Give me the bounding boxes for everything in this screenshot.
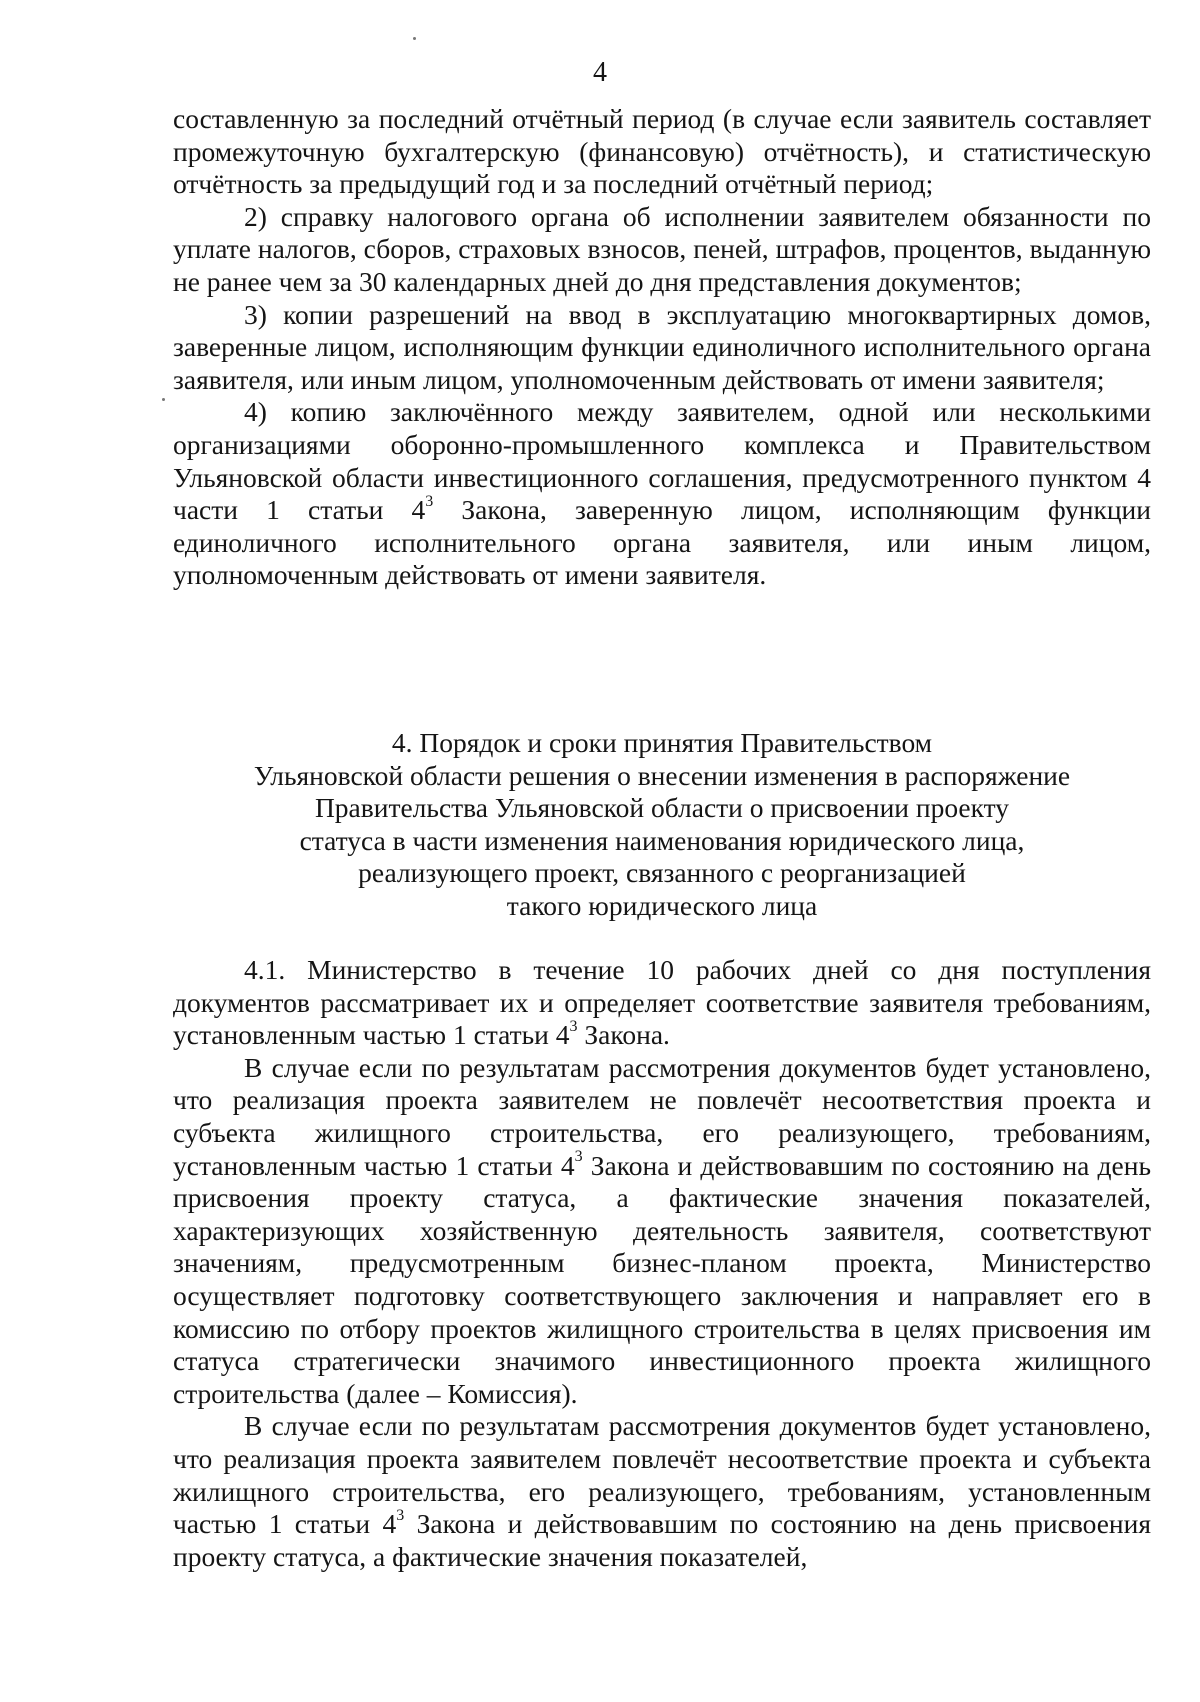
section-4-heading (173, 727, 1151, 922)
heading-line: реализующего проект, связанного с реорганизацией (358, 857, 966, 888)
scan-speck (162, 398, 165, 401)
paragraph-4-1-case-compliant (173, 1052, 1151, 1411)
heading-line: 4. Порядок и сроки принятия Правительством (391, 727, 933, 758)
heading-line: Ульяновской области решения о внесении изменения в распоряжение (253, 759, 1071, 791)
text-run: В случае если по результатам рассмотрения документов будет установлено, что реализация проекта заявителем повлечёт несоответствие проекта и субъекта жилищного строительства, его реализующего, требованиям, установленным частью 1 статьи 4 (173, 1410, 1151, 1540)
superscript: 3 (569, 1018, 578, 1036)
text-run: В случае если по результатам рассмотрения документов будет установлено, что реализация проекта заявителем не повлечёт несоответствия проекта и субъекта жилищного строительства, его реализующего, требованиям, установленным частью 1 статьи 4 (173, 1051, 1151, 1181)
text-run: 4) копию заключённого между заявителем, одной или несколькими организациями оборонно-промышленного комплекса и Правительством Ульяновской области инвестиционного соглашения, предусмотренного пунктом 4 части 1 статьи 4 (173, 396, 1151, 526)
top-section (173, 103, 1151, 592)
list-item-4 (173, 396, 1151, 592)
section-4-body (173, 954, 1151, 1573)
text-run: 4.1. Министерство в течение 10 рабочих дней со дня поступления документов рассматривает их и определяет соответствие заявителя требованиям, установленным частью 1 статьи 4 (173, 954, 1151, 1051)
list-item-2: 2) справку налогового органа об исполнении заявителем обязанности по уплате налогов, сборов, страховых взносов, пеней, штрафов, процентов, выданную не ранее чем за 30 календарных дней до дня представления документов; (173, 200, 1151, 297)
page-number: 4 (593, 57, 607, 88)
heading-line: статуса в части изменения наименования юридического лица, (299, 824, 1025, 856)
list-item-3: 3) копии разрешений на ввод в эксплуатацию многоквартирных домов, заверенные лицом, исполняющим функции единоличного исполнительного органа заявителя, или иным лицом, уполномоченным действовать от имени заявителя; (173, 298, 1151, 395)
continuation-paragraph: составленную за последний отчётный период (в случае если заявитель составляет промежуточную бухгалтерскую (финансовую) отчётность), и статистическую отчётность за предыдущий год и за последний отчётный период; (173, 103, 1151, 200)
text-run: Закона и действовавшим по состоянию на день присвоения проекту статуса, а фактические значения показателей, (173, 1508, 1151, 1572)
heading-line: Правительства Ульяновской области о присвоении проекту (314, 792, 1010, 823)
scan-speck (413, 37, 416, 40)
paragraph-4-1 (173, 954, 1151, 1052)
text-run: Закона и действовавшим по состоянию на день присвоения проекту статуса, а фактические значения показателей, характеризующих хозяйственную деятельность заявителя, соответствуют значениям, предусмотренным бизнес-планом проекта, Министерство осуществляет подготовку соответствующего заключения и направляет его в комиссию по отбору проектов жилищного строительства в целях присвоения им статуса стратегически значимого инвестиционного проекта жилищного строительства (далее – Комиссия). (173, 1149, 1151, 1409)
heading-line: такого юридического лица (506, 889, 818, 921)
superscript: 3 (425, 492, 434, 510)
superscript: 3 (574, 1148, 583, 1166)
text-run: Закона. (577, 1019, 670, 1051)
text-run: Закона, заверенную лицом, исполняющим функции единоличного исполнительного органа заявителя, или иным лицом, уполномоченным действовать от имени заявителя. (173, 494, 1151, 591)
paragraph-4-1-case-noncompliant (173, 1410, 1151, 1573)
superscript: 3 (396, 1506, 405, 1524)
